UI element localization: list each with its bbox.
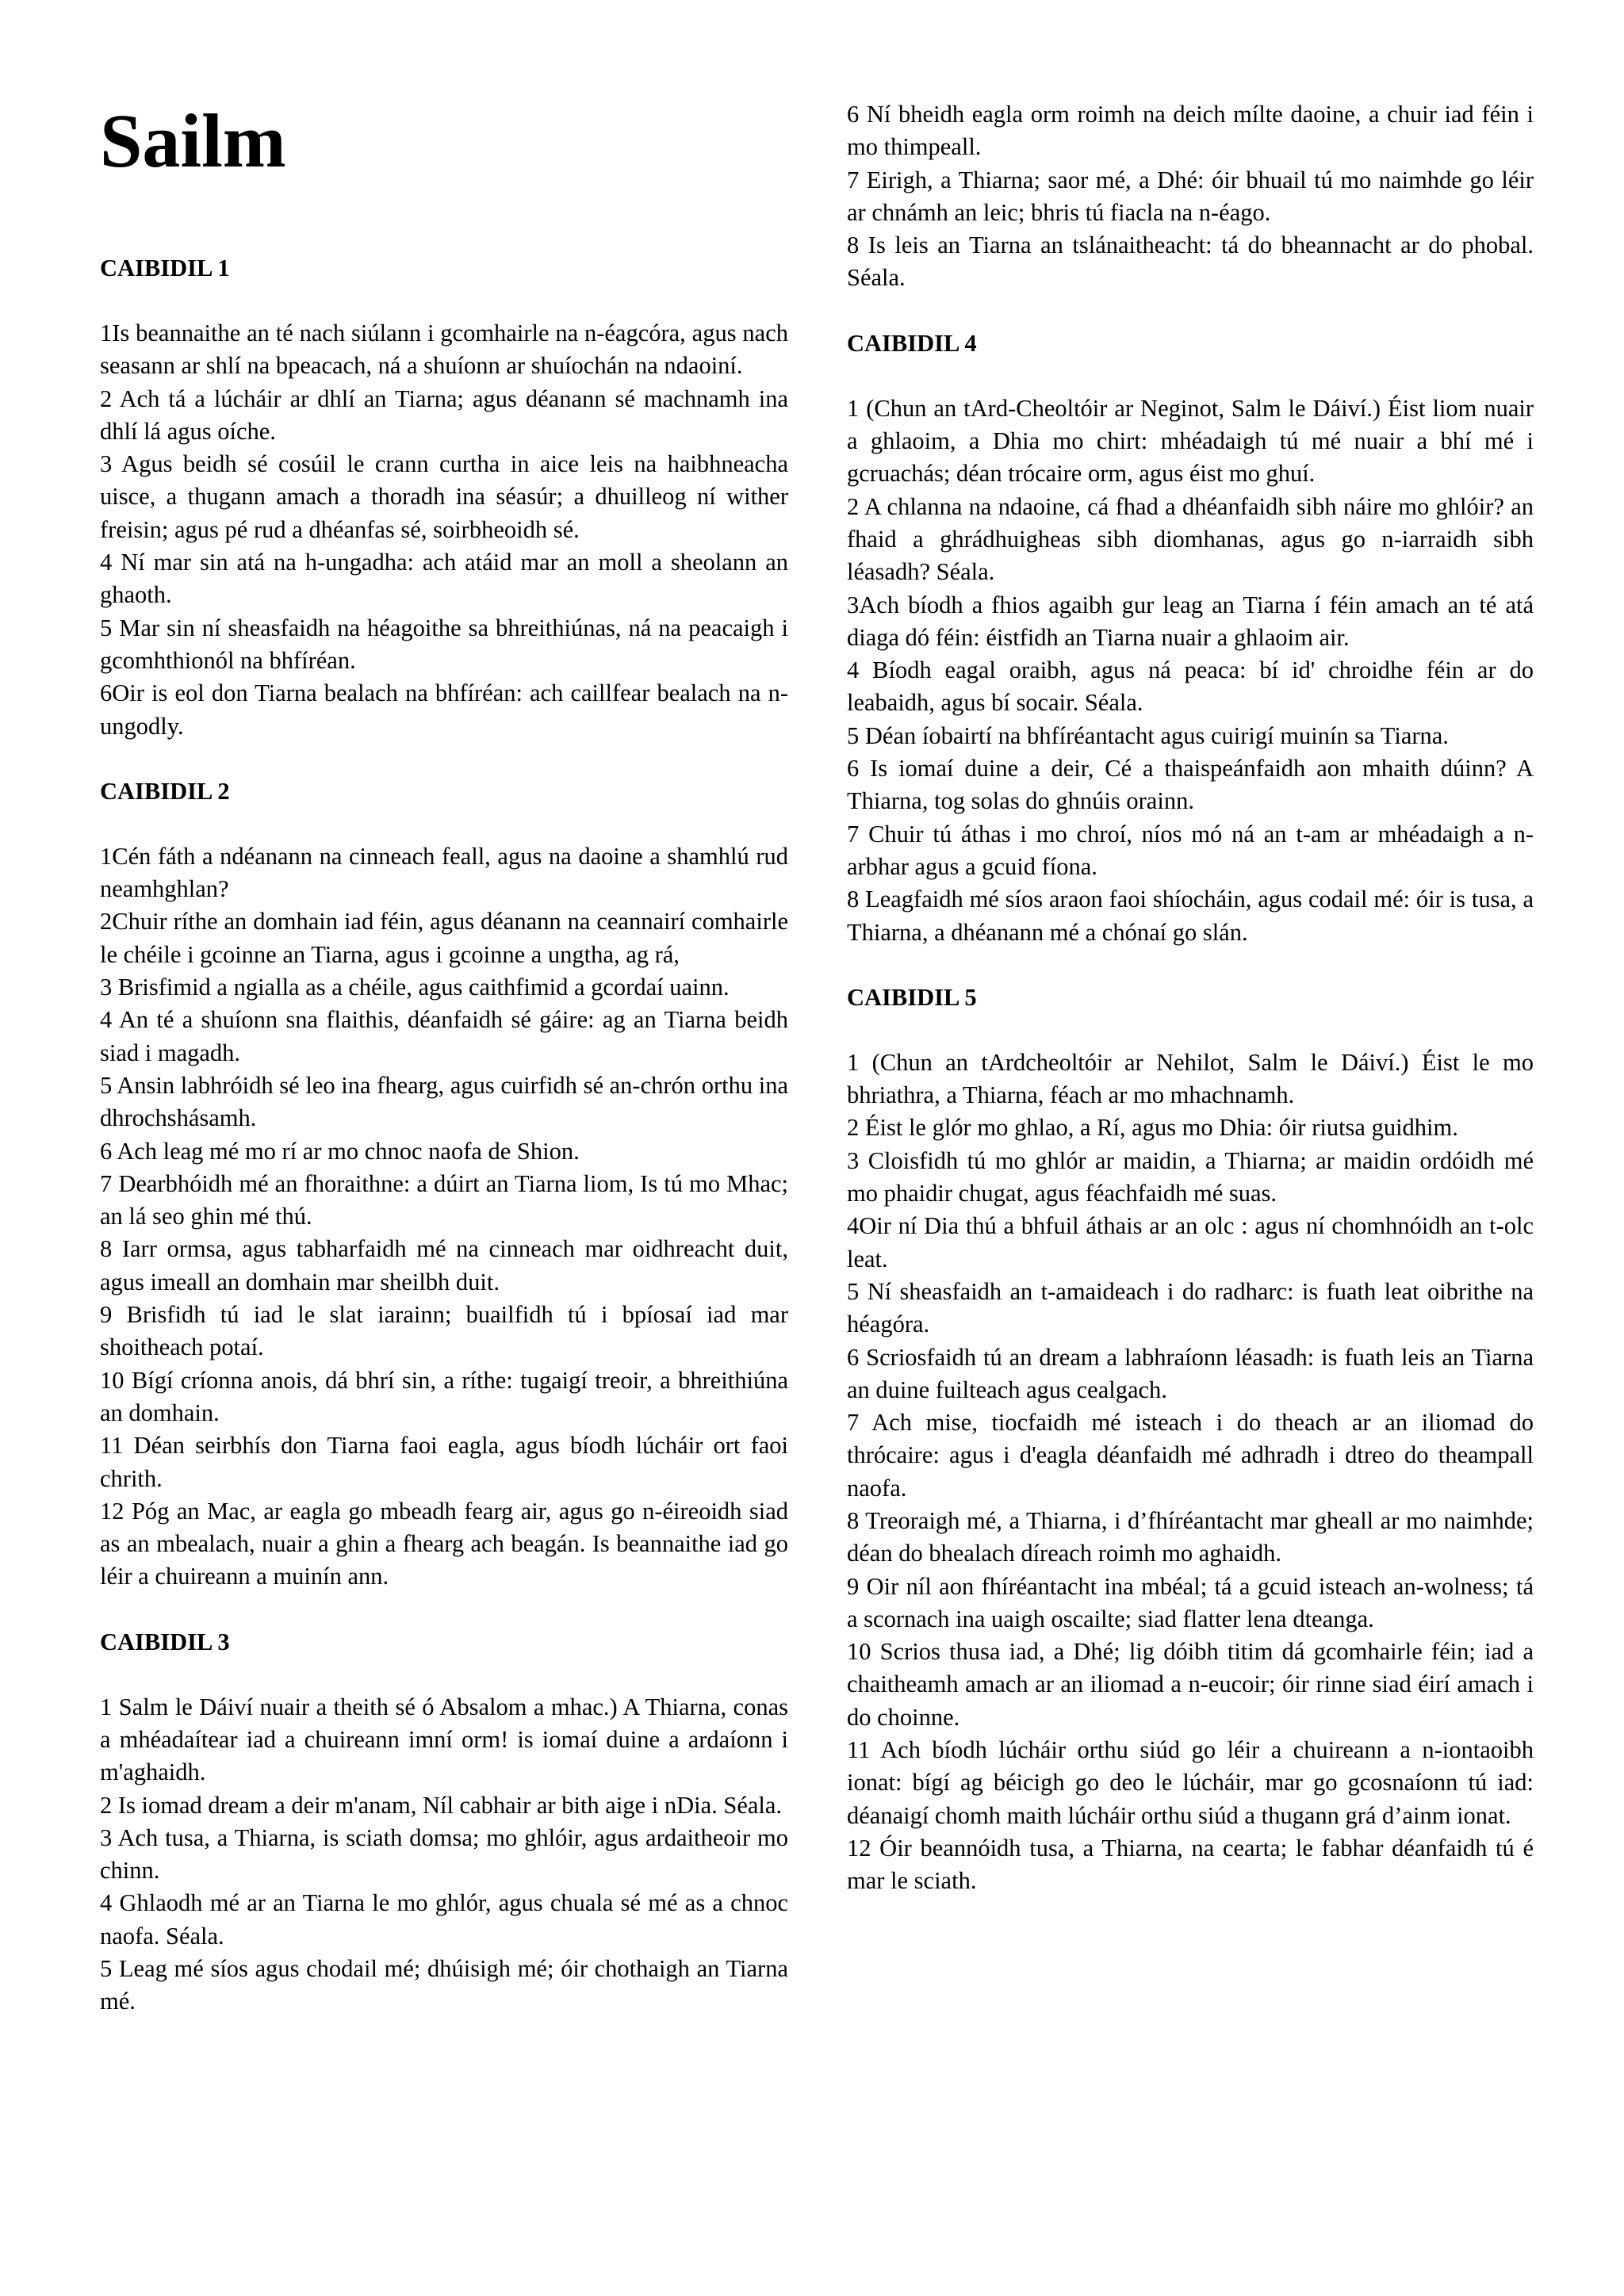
verse-text: 3 Agus beidh sé cosúil le crann curtha in aice leis na haibhneacha uisce, a thugann amach a thoradh ina séasúr; a dhuilleog ní wither freisin; agus pé rud a dhéanfas sé, soirbheoidh sé. <box>100 450 788 543</box>
verse-text: 3 Ach tusa, a Thiarna, is sciath domsa; mo ghlóir, agus ardaitheoir mo chinn. <box>100 1823 788 1885</box>
chapter-heading: CAIBIDIL 1 <box>100 254 230 281</box>
verse-list <box>100 840 788 1594</box>
verse-text: 7 Ach mise, tiocfaidh mé isteach i do theach ar an iliomad do thrócaire: agus i d'eagla déanfaidh mé adhradh i dtreo do theampall naofa. <box>847 1409 1534 1502</box>
verse-text: 4 An té a shuíonn sna flaithis, déanfaidh sé gáire: ag an Tiarna beidh siad i magadh. <box>100 1006 788 1066</box>
chapter-heading: CAIBIDIL 4 <box>847 329 977 357</box>
chapter-section <box>100 1626 788 2019</box>
verse-list <box>847 1047 1534 1898</box>
chapter-heading: CAIBIDIL 2 <box>100 777 230 805</box>
verse-text: 3 Cloisfidh tú mo ghlór ar maidin, a Thiarna; ar maidin ordóidh mé mo phaidir chugat, agus féachfaidh mé suas. <box>847 1146 1534 1207</box>
verse-text: 7 Dearbhóidh mé an fhoraithne: a dúirt an Tiarna liom, Is tú mo Mhac; an lá seo ghin mé thú. <box>100 1169 788 1230</box>
left-column <box>100 252 788 2019</box>
verse-text: 11 Ach bíodh lúcháir orthu siúd go léir a chuireann a n-iontaoibh ionat: bígí ag béicigh go deo le lúcháir, mar go gcosnaíonn tú iad: déanaigí chomh maith lúcháir orthu siúd a thugann grá d’ainm ionat. <box>847 1736 1534 1829</box>
verse-text: 4 Ghlaodh mé ar an Tiarna le mo ghlór, agus chuala sé mé as a chnoc naofa. Séala. <box>100 1889 788 1950</box>
verse-text: 11 Déan seirbhís don Tiarna faoi eagla, agus bíodh lúcháir ort faoi chrith. <box>100 1432 788 1492</box>
verse-text: 2Chuir ríthe an domhain iad féin, agus déanann na ceannairí comhairle le chéile i gcoinne an Tiarna, agus i gcoinne a ungtha, ag rá, <box>100 908 788 968</box>
verse-list <box>847 392 1534 949</box>
verse-text: 9 Oir níl aon fhíréantacht ina mbéal; tá a gcuid isteach an-wolness; tá a scornach ina uaigh oscailte; siad flatter lena dteanga. <box>847 1572 1534 1632</box>
verse-text: 2 Is iomad dream a deir m'anam, Níl cabhair ar bith aige i nDia. Séala. <box>100 1791 783 1819</box>
verse-list <box>100 1691 788 2019</box>
verse-text: 1Cén fáth a ndéanann na cinneach feall, agus na daoine a shamhlú rud neamhghlan? <box>100 842 788 903</box>
verse-text: 6 Is iomaí duine a deir, Cé a thaispeánfaidh aon mhaith dúinn? A Thiarna, tog solas do ghnúis orainn. <box>847 755 1534 815</box>
verse-text: 7 Eirigh, a Thiarna; saor mé, a Dhé: óir bhuail tú mo naimhde go léir ar chnámh an leic; bhris tú fiacla na n-éago. <box>847 166 1534 226</box>
verse-text: 5 Mar sin ní sheasfaidh na héagoithe sa bhreithiúnas, ná na peacaigh i gcomhthionól na bhfíréan. <box>100 614 788 674</box>
verse-text: 5 Ansin labhróidh sé leo ina fhearg, agus cuirfidh sé an-chrón orthu ina dhrochshásamh. <box>100 1071 788 1132</box>
chapter-heading: CAIBIDIL 3 <box>100 1628 230 1655</box>
verse-list <box>847 98 1534 295</box>
verse-text: 1 (Chun an tArdcheoltóir ar Nehilot, Salm le Dáiví.) Éist le mo bhriathra, a Thiarna, féach ar mo mhachnamh. <box>847 1048 1534 1109</box>
chapter-heading: CAIBIDIL 5 <box>847 983 977 1011</box>
verse-text: 6 Scriosfaidh tú an dream a labhraíonn léasadh: is fuath leis an Tiarna an duine fuilteach agus cealgach. <box>847 1343 1534 1403</box>
verse-text: 1 (Chun an tArd-Cheoltóir ar Neginot, Salm le Dáiví.) Éist liom nuair a ghlaoim, a Dhia mo chirt: mhéadaigh tú mé nuair a bhí mé i gcruachás; déan trócaire orm, agus éist mo ghuí. <box>847 394 1534 488</box>
verse-text: 8 Is leis an Tiarna an tslánaitheacht: tá do bheannacht ar do phobal. Séala. <box>847 232 1534 292</box>
verse-text: 12 Póg an Mac, ar eagla go mbeadh fearg air, agus go n-éireoidh siad as an mbealach, nuair a ghin a fhearg ach beagán. Is beannaithe iad go léir a chuireann a muinín ann. <box>100 1497 788 1590</box>
verse-text: 3Ach bíodh a fhios agaibh gur leag an Tiarna í féin amach an té atá diaga dó féin: éistfidh an Tiarna nuair a ghlaoim air. <box>847 591 1534 651</box>
verse-text: 9 Brisfidh tú iad le slat iarainn; buailfidh tú i bpíosaí iad mar shoitheach potaí. <box>100 1301 788 1361</box>
verse-text: 8 Leagfaidh mé síos araon faoi shíocháin, agus codail mé: óir is tusa, a Thiarna, a dhéanann mé a chónaí go slán. <box>847 886 1534 946</box>
verse-text: 10 Bígí críonna anois, dá bhrí sin, a ríthe: tugaigí treoir, a bhreithiúna an domhain. <box>100 1366 788 1426</box>
verse-text: 6 Ní bheidh eagla orm roimh na deich mílte daoine, a chuir iad féin i mo thimpeall. <box>847 101 1534 161</box>
verse-text: 12 Óir beannóidh tusa, a Thiarna, na cearta; le fabhar déanfaidh tú é mar le sciath. <box>847 1834 1534 1895</box>
chapter-section <box>847 982 1534 1898</box>
verse-text: 8 Treoraigh mé, a Thiarna, i d’fhíréantacht mar gheall ar mo naimhde; déan do bhealach díreach roimh mo aghaidh. <box>847 1506 1534 1567</box>
chapter-section <box>847 98 1534 295</box>
chapter-section <box>100 252 788 743</box>
verse-text: 5 Ní sheasfaidh an t-amaideach i do radharc: is fuath leat oibrithe na héagóra. <box>847 1277 1534 1338</box>
verse-text: 2 Ach tá a lúcháir ar dhlí an Tiarna; agus déanann sé machnamh ina dhlí lá agus oíche. <box>100 385 788 445</box>
verse-text: 7 Chuir tú áthas i mo chroí, níos mó ná an t-am ar mhéadaigh a n-arbhar agus a gcuid fíona. <box>847 820 1534 880</box>
verse-text: 4 Bíodh eagal oraibh, agus ná peaca: bí id' chroidhe féin ar do leabaidh, agus bí socair. Séala. <box>847 656 1534 717</box>
verse-text: 2 Éist le glór mo ghlao, a Rí, agus mo Dhia: óir riutsa guidhim. <box>847 1114 1458 1142</box>
right-column <box>847 98 1534 1898</box>
verse-text: 4Oir ní Dia thú a bhfuil áthais ar an olc : agus ní chomhnóidh an t-olc leat. <box>847 1212 1534 1272</box>
verse-list <box>100 317 788 743</box>
verse-text: 3 Brisfimid a ngialla as a chéile, agus caithfimid a gcordaí uainn. <box>100 974 730 1001</box>
chapter-section <box>100 775 788 1594</box>
verse-text: 6Oir is eol don Tiarna bealach na bhfíréan: ach caillfear bealach na n-ungodly. <box>100 679 788 740</box>
verse-text: 5 Déan íobairtí na bhfíréantacht agus cuirigí muinín sa Tiarna. <box>847 721 1449 749</box>
verse-text: 6 Ach leag mé mo rí ar mo chnoc naofa de Shion. <box>100 1137 580 1165</box>
verse-text: 8 Iarr ormsa, agus tabharfaidh mé na cinneach mar oidhreacht duit, agus imeall an domhain mar sheilbh duit. <box>100 1235 788 1295</box>
verse-text: 10 Scrios thusa iad, a Dhé; lig dóibh titim dá gcomhairle féin; iad a chaitheamh amach ar an iliomad a n-eucoir; óir rinne siad éirí amach i do choinne. <box>847 1638 1534 1731</box>
verse-text: 1 Salm le Dáiví nuair a theith sé ó Absalom a mhac.) A Thiarna, conas a mhéadaítear iad a chuireann imní orm! is iomaí duine a ardaíonn i m'aghaidh. <box>100 1693 788 1786</box>
chapter-section <box>847 327 1534 949</box>
verse-text: 1Is beannaithe an té nach siúlann i gcomhairle na n-éagcóra, agus nach seasann ar shlí na bpeacach, ná a shuíonn ar shuíochán na ndaoiní. <box>100 320 788 380</box>
verse-text: 5 Leag mé síos agus chodail mé; dhúisigh mé; óir chothaigh an Tiarna mé. <box>100 1955 788 2015</box>
verse-text: 2 A chlanna na ndaoine, cá fhad a dhéanfaidh sibh náire mo ghlóir? an fhaid a ghrádhuigheas sibh diomhanas, agus go n-iarraidh sibh léasadh? Séala. <box>847 492 1534 586</box>
page-title: Sailm <box>100 98 286 183</box>
verse-text: 4 Ní mar sin atá na h-ungadha: ach atáid mar an moll a sheolann an ghaoth. <box>100 549 788 609</box>
